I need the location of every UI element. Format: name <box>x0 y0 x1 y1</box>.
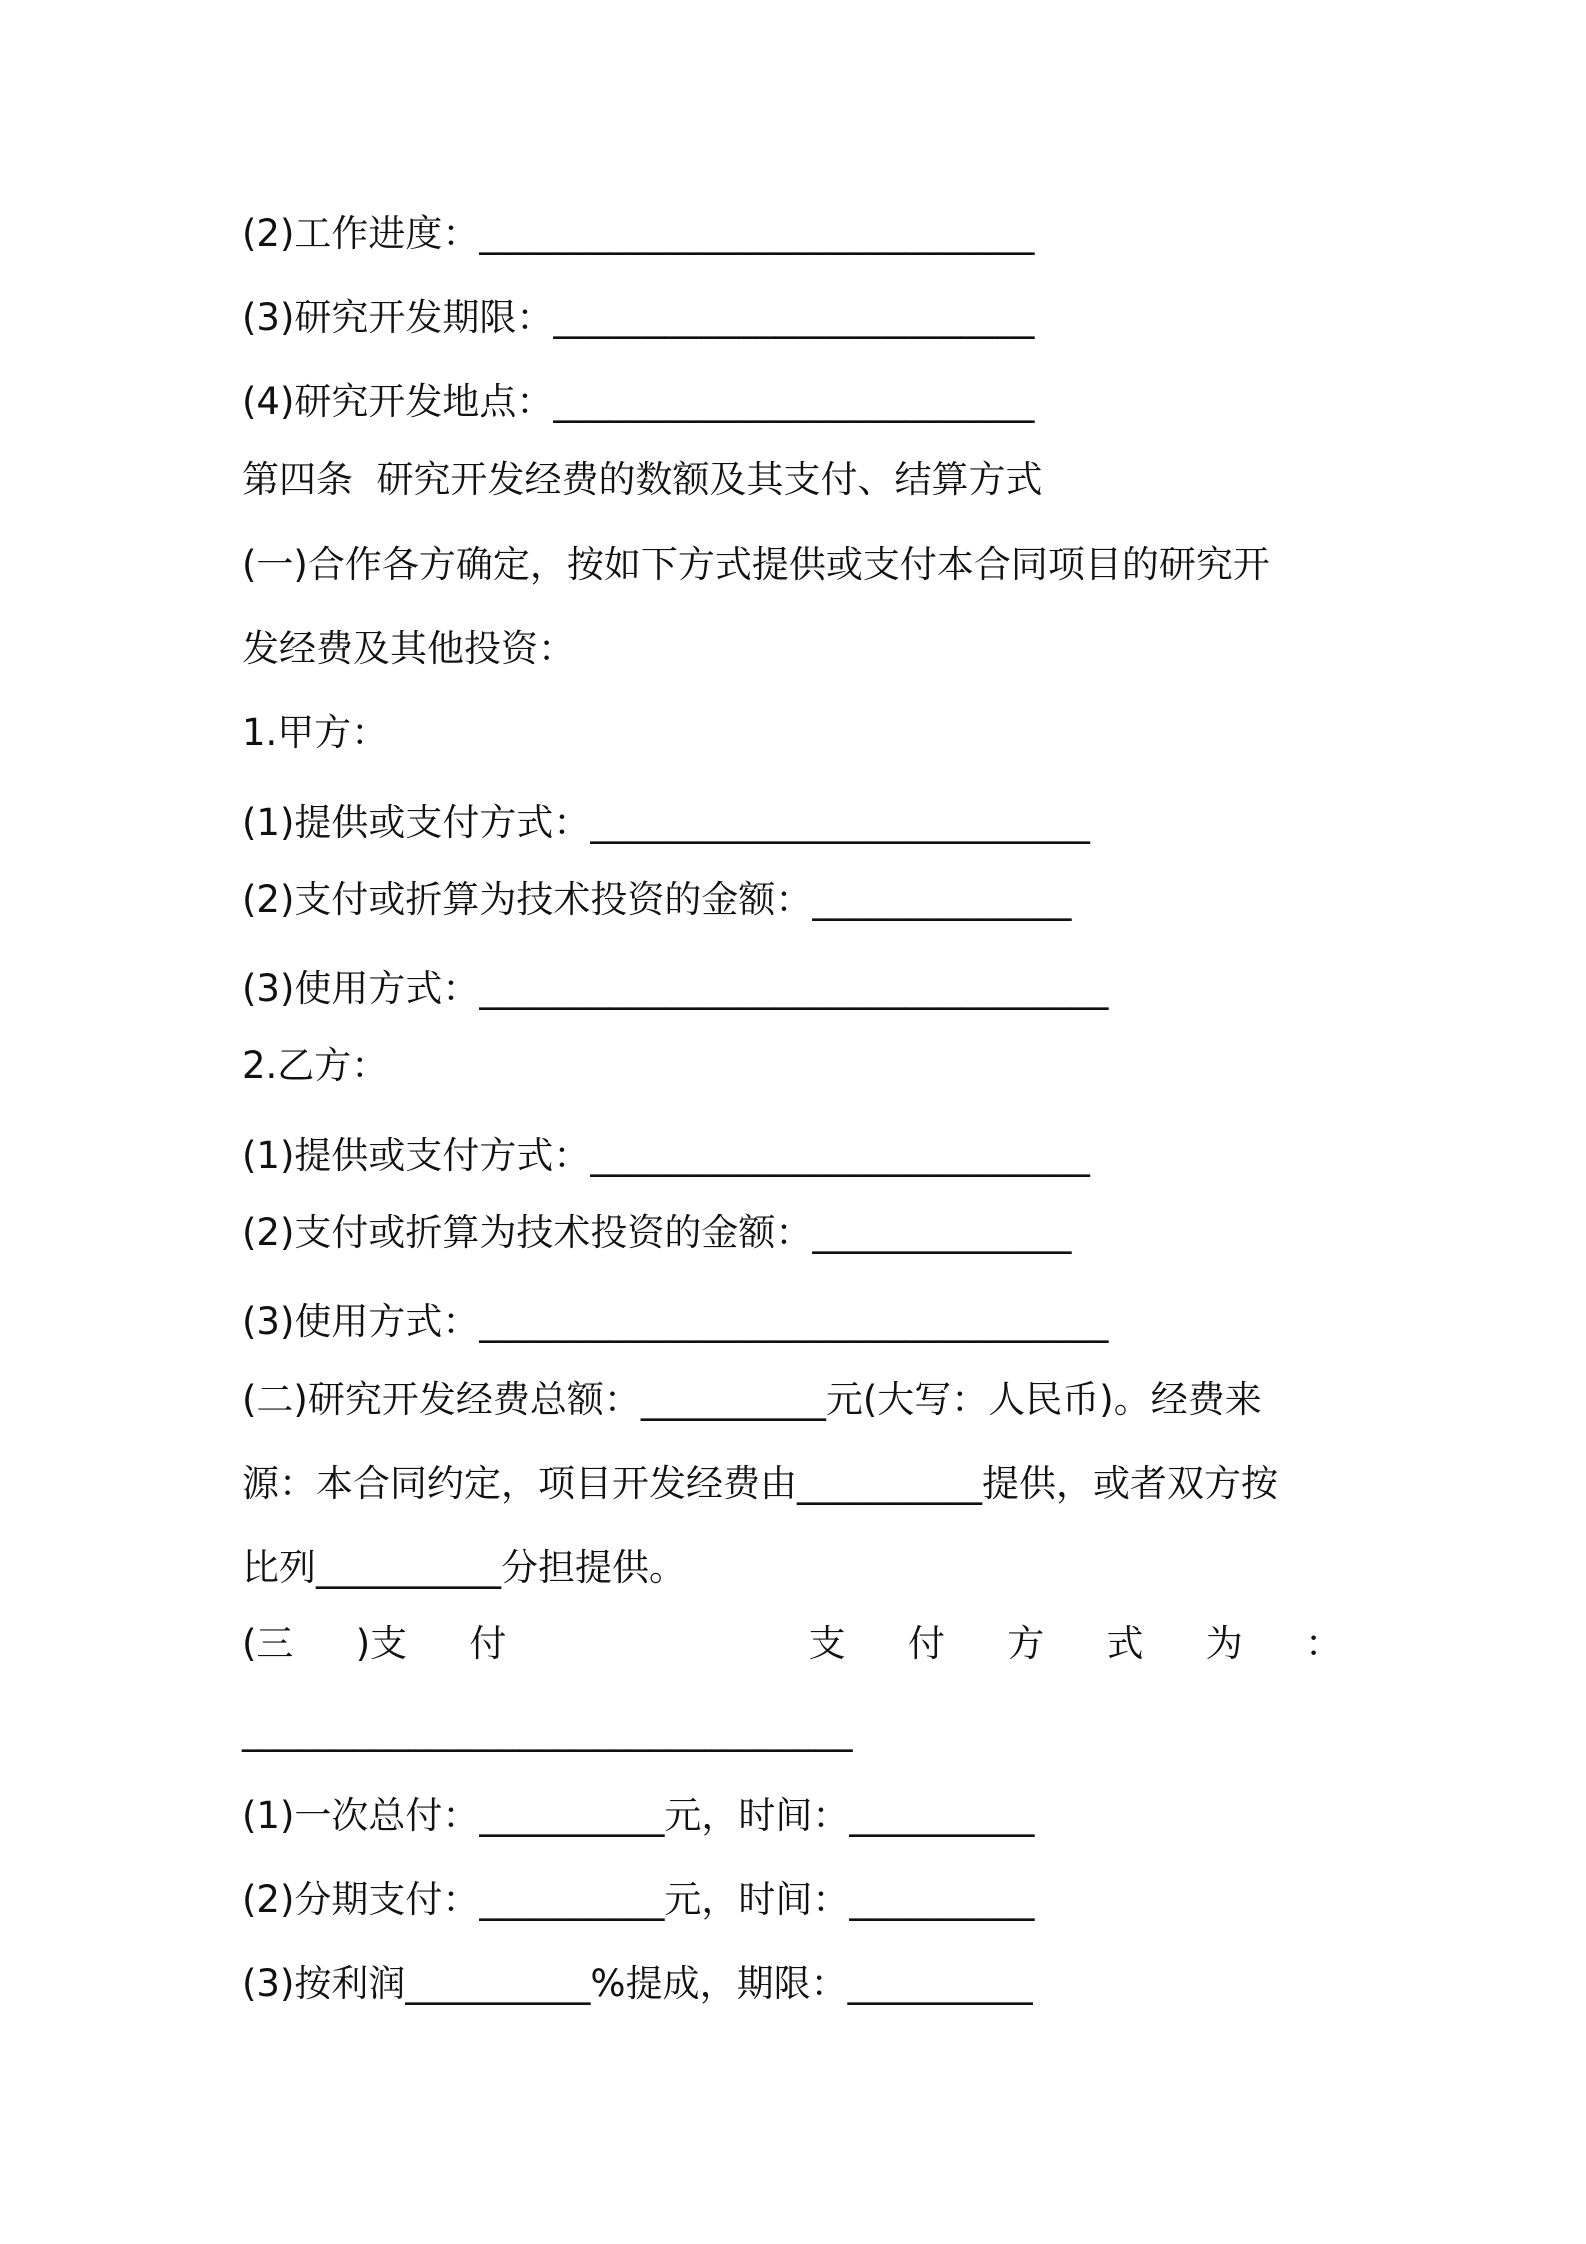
article-4-heading: 第四条 研究开发经费的数额及其支付、结算方式 <box>242 458 1043 501</box>
party-a-investment-amount: (2)支付或折算为技术投资的金额：______________ <box>242 878 1072 921</box>
clause-2-line-2: 源：本合同约定，项目开发经费由__________提供，或者双方按 <box>242 1462 1278 1505</box>
party-b-usage-method: (3)使用方式：__________________________________ <box>242 1300 1109 1343</box>
clause-3-word: 式 <box>1106 1622 1144 1665</box>
party-a-usage-method: (3)使用方式：__________________________________ <box>242 967 1109 1010</box>
clause-3-line <box>242 1622 1342 1675</box>
line-lump-sum-payment: (1)一次总付：__________元，时间：__________ <box>242 1794 1035 1837</box>
clause-3-word: 为 <box>1205 1622 1243 1665</box>
clause-1-line-1: (一)合作各方确定，按如下方式提供或支付本合同项目的研究开 <box>242 543 1270 586</box>
clause-3-word: ： <box>1305 1622 1342 1665</box>
clause-3-word: )支 <box>355 1622 408 1665</box>
clause-2-line-1: (二)研究开发经费总额：__________元(大写：人民币)。经费来 <box>242 1378 1262 1421</box>
line-installment-payment: (2)分期支付：__________元，时间：__________ <box>242 1878 1035 1921</box>
line-work-progress: (2)工作进度：______________________________ <box>242 212 1035 255</box>
party-a-payment-method: (1)提供或支付方式：___________________________ <box>242 801 1090 844</box>
clause-3-blank-line: _________________________________ <box>242 1709 853 1752</box>
party-b-heading: 2.乙方： <box>242 1044 389 1087</box>
clause-2-line-3: 比列__________分担提供。 <box>242 1546 686 1589</box>
party-b-investment-amount: (2)支付或折算为技术投资的金额：______________ <box>242 1211 1072 1254</box>
party-b-payment-method: (1)提供或支付方式：___________________________ <box>242 1134 1090 1177</box>
clause-3-word: 付 <box>469 1622 507 1665</box>
clause-3-word: (三 <box>242 1622 294 1665</box>
clause-3-word: 付 <box>907 1622 945 1665</box>
line-profit-share: (3)按利润__________%提成，期限：__________ <box>242 1962 1033 2005</box>
line-rd-location: (4)研究开发地点：__________________________ <box>242 380 1035 423</box>
clause-1-line-2: 发经费及其他投资： <box>242 627 575 670</box>
line-rd-period: (3)研究开发期限：__________________________ <box>242 296 1035 339</box>
clause-3-word: 方 <box>1007 1622 1045 1665</box>
party-a-heading: 1.甲方： <box>242 711 389 754</box>
clause-3-word: 支 <box>808 1622 846 1665</box>
